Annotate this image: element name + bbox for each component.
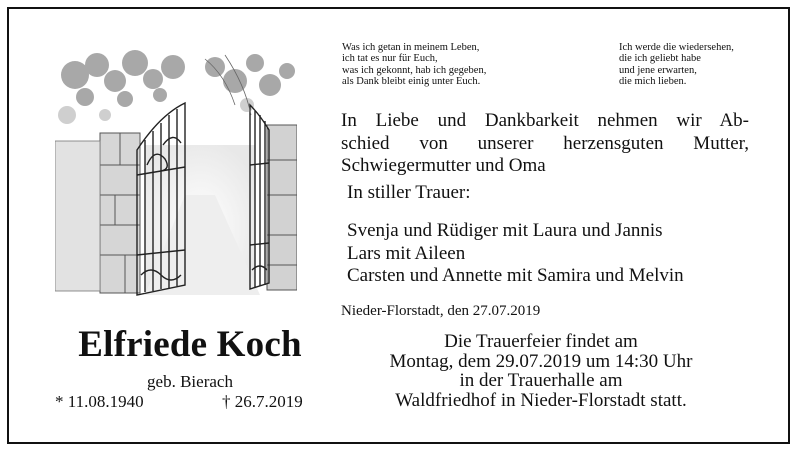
intro-line: In Liebe und Dankbarkeit nehmen wir Ab-	[341, 110, 749, 131]
mourning-label: In stiller Trauer:	[347, 182, 471, 203]
poem-line: ich tat es nur für Euch,	[342, 53, 438, 65]
poem-line: die ich geliebt habe	[619, 53, 701, 65]
intro-line: schied von unserer herzensguten Mutter,	[341, 132, 749, 154]
deceased-block	[55, 323, 325, 392]
service-line: Waldfriedhof in Nieder-Florstadt statt.	[395, 389, 687, 411]
poem-right	[619, 42, 734, 87]
poem-line: Was ich getan in meinem Leben,	[342, 42, 480, 53]
birth-date: * 11.08.1940	[55, 392, 144, 411]
funeral-service-info	[346, 332, 736, 410]
service-line: in der Trauerhalle am	[459, 370, 623, 391]
service-line: Die Trauerfeier findet am	[444, 331, 638, 352]
mourner-line: Lars mit Aileen	[347, 242, 466, 264]
poem-line: was ich gekonnt, hab ich gegeben,	[342, 64, 487, 76]
place-date: Nieder-Florstadt, den 27.07.2019	[341, 303, 541, 319]
mourner-line: Svenja und Rüdiger mit Laura und Jannis	[347, 220, 663, 241]
intro-line: Schwiegermutter und Oma	[341, 155, 546, 176]
deceased-name: Elfriede Koch	[78, 324, 302, 365]
poem-left	[342, 42, 486, 87]
mourners-list	[347, 220, 684, 288]
poem-line: als Dank bleibt einig unter Euch.	[342, 75, 481, 87]
death-date: † 26.7.2019	[222, 392, 303, 411]
poem-line: und jene erwarten,	[619, 64, 697, 76]
service-line: Montag, dem 29.07.2019 um 14:30 Uhr	[389, 350, 693, 372]
poem-line: Ich werde die wiedersehen,	[619, 42, 734, 53]
poem-line: die mich lieben.	[619, 75, 687, 87]
mourner-line: Carsten und Annette mit Samira und Melvin	[347, 265, 684, 286]
open-garden-gate-drawing	[55, 45, 297, 297]
intro-text	[341, 110, 749, 178]
maiden-name: geb. Bierach	[147, 372, 233, 391]
